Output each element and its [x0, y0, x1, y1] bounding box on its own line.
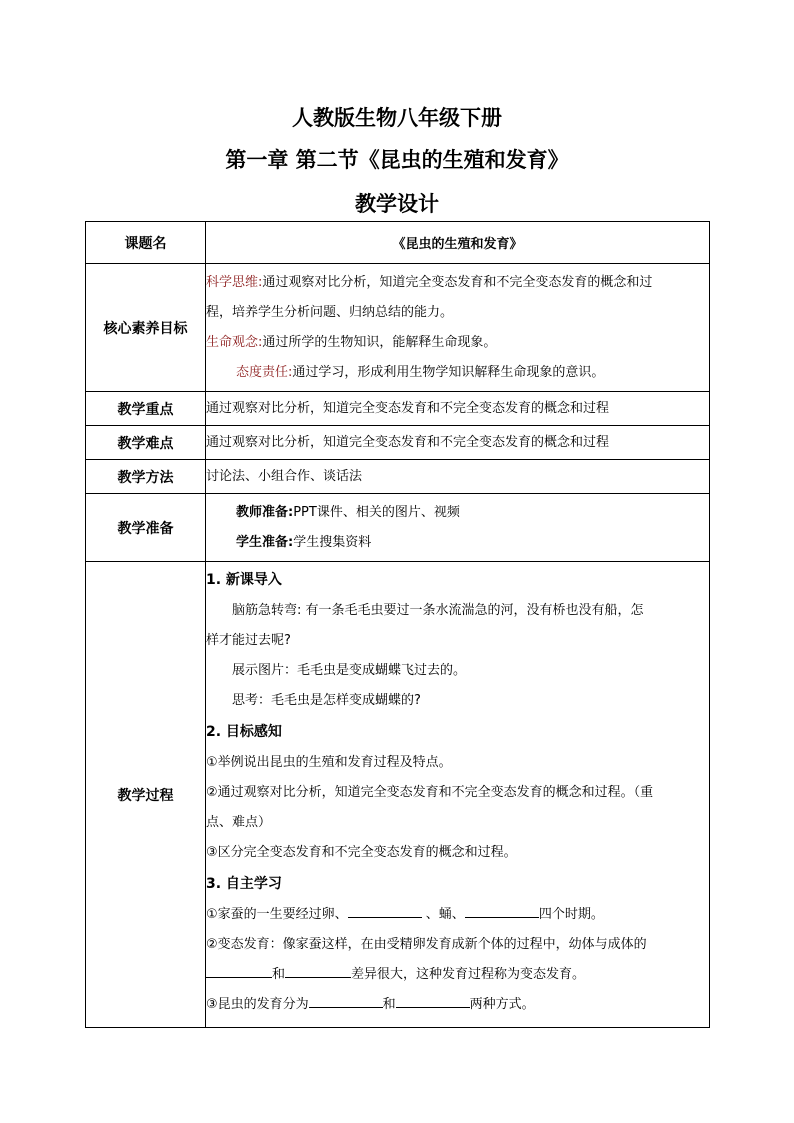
s3-i2-text-c: 差异很大，这种发育过程称为变态发育。	[351, 967, 586, 982]
process-row	[86, 562, 710, 1028]
s3-i1-text-c: 四个时期。	[538, 907, 604, 922]
section-3-item-2a: ②变态发育：像家蚕这样，在由受精卵发育成新个体的过程中，幼体与成体的	[206, 937, 647, 952]
chapter-title: 第一章 第二节《昆虫的生殖和发育》	[225, 147, 569, 172]
method-row	[86, 460, 710, 494]
blank-3[interactable]	[206, 963, 272, 978]
process-label: 教学过程	[86, 562, 206, 1028]
science-text-2: 程，培养学生分析问题、归纳总结的能力。	[206, 304, 454, 320]
section-2-item-3: ③区分完全变态发育和不完全变态发育的概念和过程。	[206, 845, 517, 860]
topic-row	[86, 222, 710, 264]
difficult-label: 教学难点	[86, 426, 206, 460]
s3-i3-text-a: ③昆虫的发育分为	[206, 997, 309, 1012]
student-prep-label: 学生准备:	[236, 534, 294, 550]
section-2-item-2a: ②通过观察对比分析，知道完全变态发育和不完全变态发育的概念和过程。（重	[206, 785, 654, 800]
attitude-text: 通过学习，形成利用生物学知识解释生命现象的意识。	[292, 364, 605, 380]
method-label: 教学方法	[86, 460, 206, 494]
section-2-title: 2. 目标感知	[206, 724, 282, 740]
section-3-item-2b	[206, 960, 709, 990]
blank-4[interactable]	[285, 963, 351, 978]
s3-i1-text-a: ①家蚕的一生要经过卵、	[206, 907, 348, 922]
science-text-1: 通过观察对比分析，知道完全变态发育和不完全变态发育的概念和过	[262, 274, 653, 290]
design-title: 教学设计	[355, 191, 439, 216]
blank-1[interactable]	[348, 903, 422, 918]
section-1-para-2: 展示图片：毛毛虫是变成蝴蝶飞过去的。	[232, 663, 467, 678]
section-1-title: 1. 新课导入	[206, 572, 282, 588]
life-label: 生命观念:	[206, 334, 263, 350]
s3-i3-text-c: 两种方式。	[469, 997, 535, 1012]
lesson-plan-table	[85, 221, 710, 1028]
blank-2[interactable]	[465, 903, 539, 918]
prep-row	[86, 494, 710, 562]
s3-i2-text-b: 和	[272, 967, 286, 982]
attitude-label: 态度责任:	[236, 364, 293, 380]
life-text: 通过所学的生物知识，能解释生命现象。	[262, 334, 497, 350]
goals-label: 核心素养目标	[86, 264, 206, 392]
blank-5[interactable]	[309, 993, 383, 1008]
section-1-para-1b: 样才能过去呢?	[206, 633, 291, 648]
s3-i1-text-b: 、蛹、	[425, 907, 465, 922]
difficult-row	[86, 426, 710, 460]
key-row	[86, 392, 710, 426]
section-2-item-1: ①举例说出昆虫的生殖和发育过程及特点。	[206, 755, 452, 770]
section-3-item-3	[206, 990, 709, 1020]
section-3-item-1	[206, 900, 709, 930]
section-2-item-2b: 点、难点）	[206, 815, 272, 830]
prep-label: 教学准备	[86, 494, 206, 562]
method-value: 讨论法、小组合作、谈话法	[206, 460, 710, 494]
goals-content	[206, 264, 710, 392]
topic-value: 《昆虫的生殖和发育》	[206, 222, 710, 264]
key-label: 教学重点	[86, 392, 206, 426]
prep-content	[206, 494, 710, 562]
section-3-title: 3. 自主学习	[206, 876, 282, 892]
process-content	[206, 562, 710, 1028]
document-title: 人教版生物八年级下册	[292, 105, 502, 130]
teacher-prep-value: PPT课件、相关的图片、视频	[293, 504, 460, 520]
student-prep-value: 学生搜集资料	[293, 534, 372, 550]
goals-row	[86, 264, 710, 392]
section-1-para-1a: 脑筋急转弯: 有一条毛毛虫要过一条水流湍急的河，没有桥也没有船，怎	[232, 603, 644, 618]
key-value: 通过观察对比分析，知道完全变态发育和不完全变态发育的概念和过程	[206, 392, 710, 426]
section-1-para-3: 思考：毛毛虫是怎样变成蝴蝶的?	[232, 693, 421, 708]
teacher-prep-label: 教师准备:	[236, 504, 294, 520]
s3-i3-text-b: 和	[382, 997, 396, 1012]
difficult-value: 通过观察对比分析，知道完全变态发育和不完全变态发育的概念和过程	[206, 426, 710, 460]
topic-label: 课题名	[86, 222, 206, 264]
science-label: 科学思维:	[206, 274, 263, 290]
blank-6[interactable]	[396, 993, 470, 1008]
